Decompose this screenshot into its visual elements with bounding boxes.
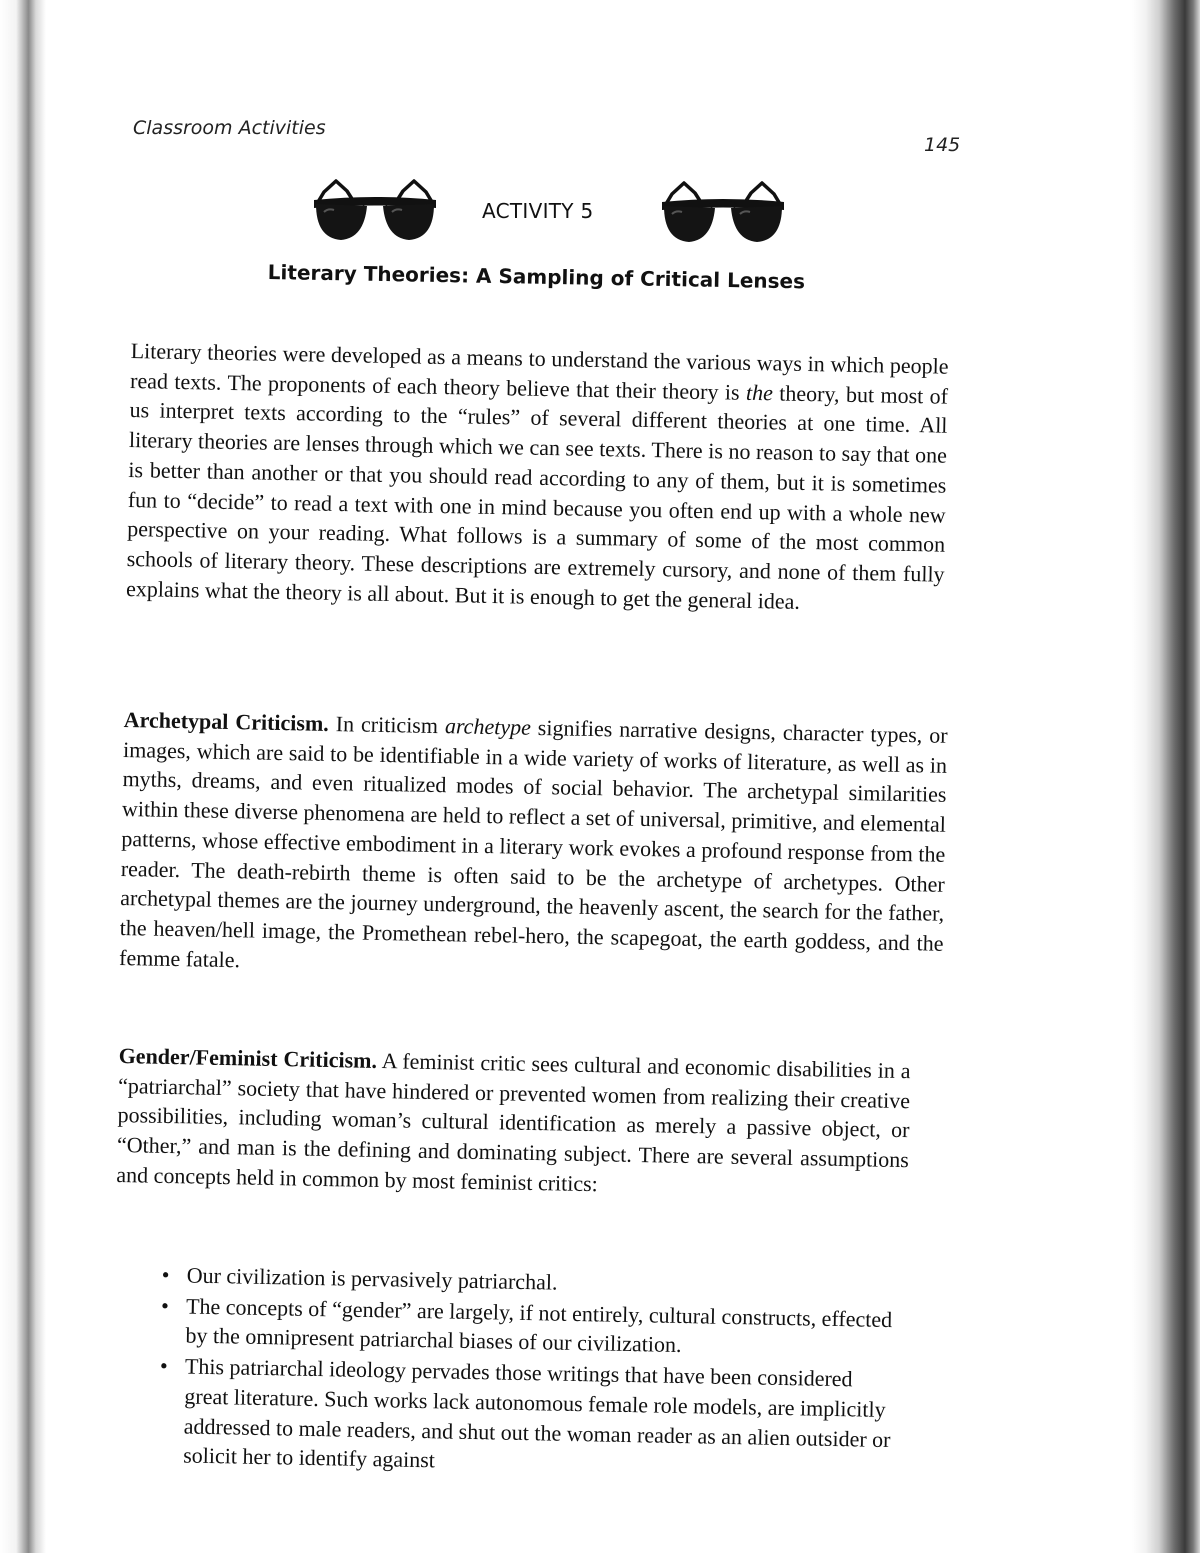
list-item: [156, 1351, 898, 1484]
activity-title: Literary Theories: A Sampling of Critical Lenses: [267, 260, 806, 294]
page-binding-shadow-left: [0, 0, 46, 1553]
page-binding-shadow-right: [1132, 0, 1200, 1553]
archetypal-emphasis: archetype: [444, 713, 532, 740]
feminist-text: A feminist critic sees cultural and economic disabilities in a “patriarchal” society that have hindered or prevented women from realizing their creative possibilities, including woman’s cultural identification as merely a passive object, or “Other,” and man is the defining and dominating subject. There are several assumptions and concepts held in common by most feminist critics:: [116, 1047, 911, 1197]
sunglasses-icon: [660, 178, 786, 248]
feminist-assumptions-list: [156, 1260, 900, 1484]
feminist-criticism-heading: Gender/Feminist Criticism.: [118, 1042, 378, 1073]
archetypal-criticism-heading: Archetypal Criticism.: [123, 706, 330, 736]
sunglasses-icon: [312, 176, 438, 246]
archetypal-criticism-paragraph: [119, 705, 948, 988]
activity-label: ACTIVITY 5: [482, 199, 594, 223]
archetypal-text-start: In criticism: [328, 710, 446, 739]
list-item-text: The concepts of “gender” are largely, if not entirely, cultural constructs, effected by the omnipresent patriarchal biases of our civilization.: [185, 1293, 893, 1358]
list-item-text: Our civilization is pervasively patriarchal.: [186, 1262, 558, 1295]
intro-emphasis: the: [745, 379, 774, 406]
intro-paragraph: [126, 336, 949, 619]
bullet-icon: •: [160, 1292, 170, 1318]
bullet-icon: •: [161, 1262, 170, 1288]
page-number: 145: [924, 134, 961, 156]
list-item-text: This patriarchal ideology pervades those writings that have been considered great literature. Such works lack autonomous female role models, are implicitly addressed to male readers, and shut out the woman reader as an alien outsider or solicit her to identify against: [183, 1353, 891, 1473]
feminist-criticism-paragraph: [116, 1041, 911, 1205]
running-head: Classroom Activities: [133, 117, 326, 139]
intro-text-end: theory, but most of us interpret texts according to the “rules” of several different theories at one time. All literary theories are lenses through which we can see texts. There is no reason to say that one is better than another or that you should read according to any of them, but it is sometimes fun to “decide” to read a text with one in mind because you often end up with a whole new perspective on your reading. What follows is a summary of some of the most common schools of literary theory. These descriptions are extremely cursory, and none of them fully explains what the theory is all about. But it is enough to get the general idea.: [125, 380, 949, 614]
archetypal-text-end: signifies narrative designs, character types, or images, which are said to be identifiable in a wide variety of works of literature, as well as in myths, dreams, and even ritualized modes of social behavior. The archetypal similarities within these diverse phenomena are held to reflect a set of universal, primitive, and elemental patterns, whose effective embodiment in a literary work evokes a profound response from the reader. The death-rebirth theme is often said to be the archetype of archetypes. Other archetypal themes are the journey underground, the heavenly ascent, the search for the father, the heaven/hell image, the Promethean rebel-hero, the scapegoat, the earth goddess, and the femme fatale.: [118, 714, 948, 972]
intro-text-start: Literary theories were developed as a means to understand the various ways in which people read texts. The proponents of each theory believe that their theory is: [129, 337, 949, 405]
bullet-icon: •: [159, 1353, 168, 1379]
